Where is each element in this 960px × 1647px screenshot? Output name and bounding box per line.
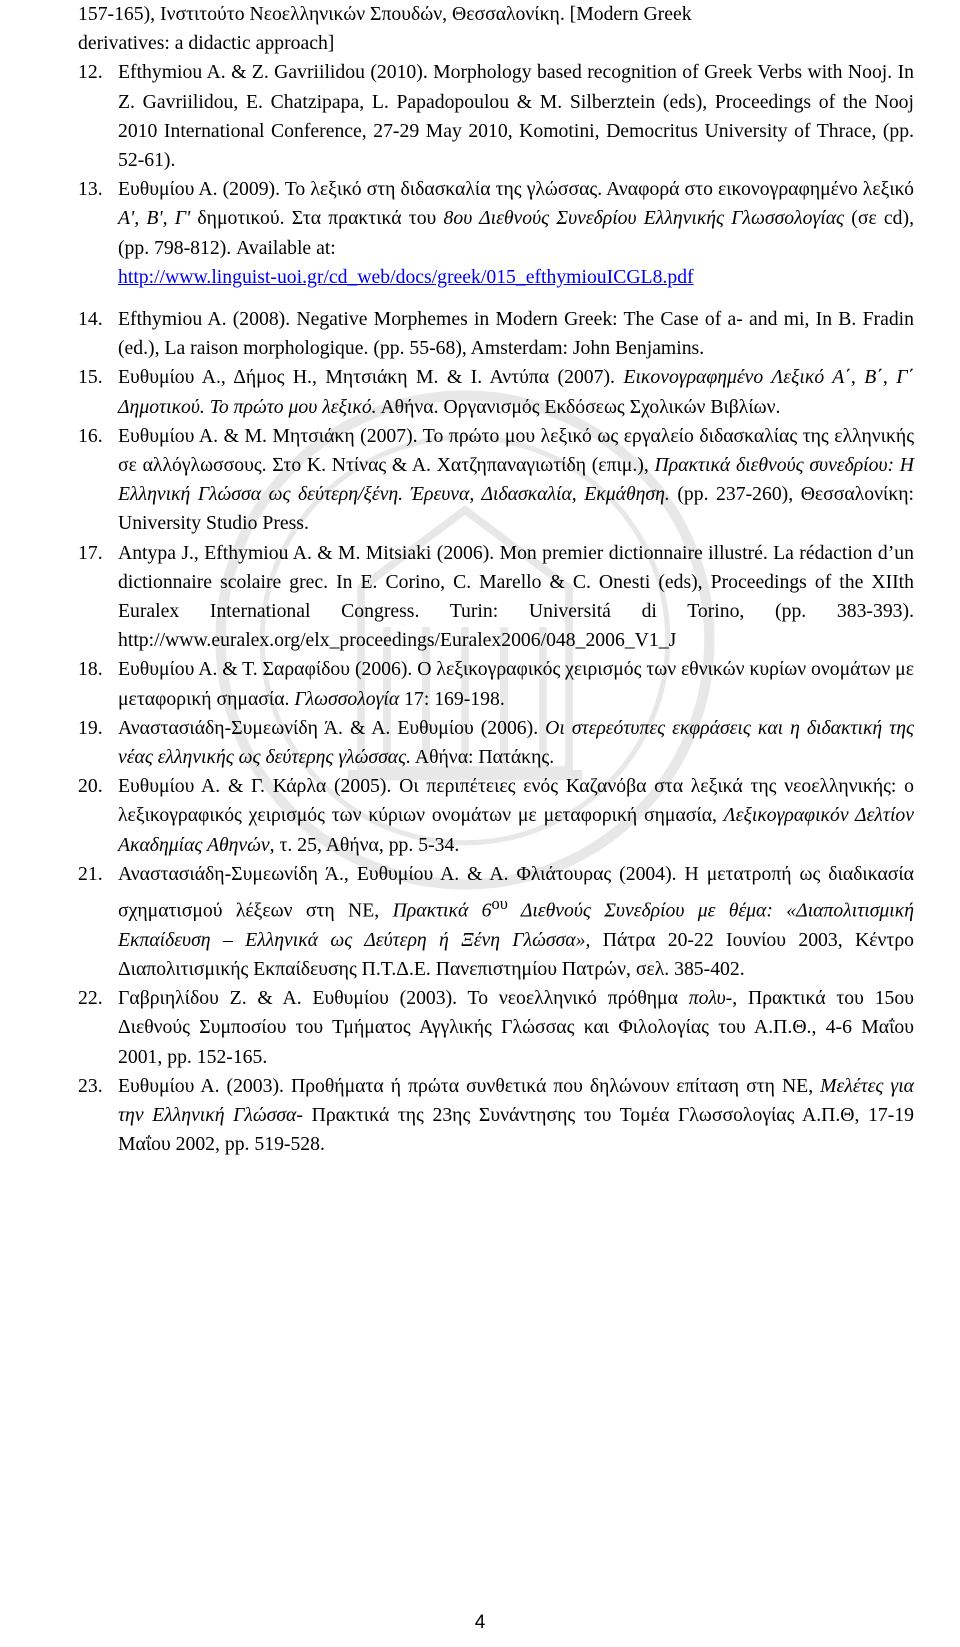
reference-item-17: 17. Antypa J., Efthymiou A. & M. Mitsiaki (2006). Mon premier dictionnaire illustré. La rédaction d’un dictionnaire scolaire grec. In E. Corino, C. Marello & C. Onesti (eds), Proceedings of the XIIth Euralex International Congress. Turin: Universitá di Torino, (pp. 383-393). http://www.euralex.org/elx_proceedings/Euralex2006/048_2006_V1_J	[78, 539, 914, 656]
reference-item-19: 19. Αναστασιάδη-Συμεωνίδη Ά. & Α. Ευθυμίου (2006). Οι στερεότυπες εκφράσεις και η διδακτική της νέας ελληνικής ως δεύτερης γλώσσας. Αθήνα: Πατάκης.	[78, 714, 914, 772]
reference-item-15: 15. Ευθυμίου Α., Δήμος Η., Μητσιάκη Μ. & Ι. Αντύπα (2007). Εικονογραφημένο Λεξικό Α΄, Β΄, Γ΄ Δημοτικού. Το πρώτο μου λεξικό. Αθήνα. Οργανισμός Εκδόσεως Σχολικών Βιβλίων.	[78, 363, 914, 421]
reference-number: 15.	[78, 366, 103, 389]
reference-item-23: 23. Ευθυμίου Α. (2003). Προθήματα ή πρώτα συνθετικά που δηλώνουν επίταση στη ΝΕ, Μελέτες για την Ελληνική Γλώσσα- Πρακτικά της 23ης Συνάντησης του Τομέα Γλωσσολογίας Α.Π.Θ, 17-19 Μαΐου 2002, pp. 519-528.	[78, 1072, 914, 1160]
reference-item-13: 13. Ευθυμίου Α. (2009). Το λεξικό στη διδασκαλία της γλώσσας. Αναφορά στο εικονογραφημένο λεξικό Α', Β', Γ' δημοτικού. Στα πρακτικά του 8ου Διεθνούς Συνεδρίου Ελληνικής Γλωσσολογίας (σε cd), (pp. 798-812). Available at: http://www.linguist-uoi.gr/cd_web/docs/greek/015_efthymiouICGL8.pdf	[78, 175, 914, 292]
page-number: 4	[474, 1612, 486, 1633]
reference-item-14: 14. Efthymiou A. (2008). Negative Morphemes in Modern Greek: The Case of a- and mi, In B. Fradin (ed.), La raison morphologique. (pp. 55-68), Amsterdam: John Benjamins.	[78, 305, 914, 363]
reference-item-22: 22. Γαβριηλίδου Ζ. & Α. Ευθυμίου (2003). Το νεοελληνικό πρόθημα πολυ-, Πρακτικά του 15ου Διεθνούς Συμποσίου του Τμήματος Αγγλικής Γλώσσας και Φιλολογίας του Α.Π.Θ., 4-6 Μαΐου 2001, pp. 152-165.	[78, 984, 914, 1072]
continuation-text: 157-165), Ινστιτούτο Νεοελληνικών Σπουδών, Θεσσαλονίκη. [Modern Greek derivatives: a didactic approach]	[78, 3, 692, 55]
reference-number: 23.	[78, 1074, 103, 1097]
reference-item-21: 21. Αναστασιάδη-Συμεωνίδη Ά., Ευθυμίου Α. & Α. Φλιάτουρας (2004). Η μετατροπή ως διαδικασία σχηματισμού λέξεων στη ΝΕ, Πρακτικά $6^{o\upsilon}$ Διεθνούς Συνεδρίου με θέμα: «Διαπολιτισμική Εκπαίδευση – Ελληνικά ως Δεύτερη ή Ξένη Γλώσσα», Πάτρα 20-22 Ιουνίου 2003, Κέντρο Διαπολιτισμικής Εκπαίδευσης Π.Τ.Δ.Ε. Πανεπιστημίου Πατρών, σελ. 385-402.	[78, 860, 914, 984]
reference-item-20: 20. Ευθυμίου Α. & Γ. Κάρλα (2005). Οι περιπέτειες ενός Καζανόβα στα λεξικά της νεοελληνικής: ο λεξικογραφικός χειρισμός των κύριων ονομάτων με μεταφορική σημασία, Λεξικογραφικόν Δελτίον Ακαδημίας Αθηνών, τ. 25, Αθήνα, pp. 5-34.	[78, 772, 914, 860]
reference-number: 21.	[78, 862, 103, 885]
reference-number: 12.	[78, 61, 103, 84]
reference-item-12: 12. Efthymiou A. & Z. Gavriilidou (2010). Morphology based recognition of Greek Verbs with Nooj. In Z. Gavriilidou, E. Chatzipapa, L. Papadopoulou & M. Silberztein (eds), Proceedings of the Nooj 2010 International Conference, 27-29 May 2010, Komotini, Democritus University of Thrace, (pp. 52-61).	[78, 58, 914, 175]
reference-number: 17.	[78, 541, 103, 564]
reference-link[interactable]: http://www.linguist-uoi.gr/cd_web/docs/greek/015_efthymiouICGL8.pdf	[118, 265, 694, 288]
reference-number: 19.	[78, 716, 103, 739]
reference-number: 16.	[78, 424, 103, 447]
reference-number: 18.	[78, 658, 103, 681]
reference-number: 22.	[78, 987, 103, 1010]
reference-item-18: 18. Ευθυμίου Α. & Τ. Σαραφίδου (2006). Ο λεξικογραφικός χειρισμός των εθνικών κυρίων ονομάτων με μεταφορική σημασία. Γλωσσολογία 17: 169-198.	[78, 655, 914, 713]
reference-number: 20.	[78, 775, 103, 798]
reference-number: 13.	[78, 178, 103, 201]
reference-number: 14.	[78, 308, 103, 331]
reference-item-16: 16. Ευθυμίου Α. & Μ. Μητσιάκη (2007). Το πρώτο μου λεξικό ως εργαλείο διδασκαλίας της ελληνικής σε αλλόγλωσσους. Στο Κ. Ντίνας & Α. Χατζηπαναγιωτίδη (επιμ.), Πρακτικά διεθνούς συνεδρίου: Η Ελληνική Γλώσσα ως δεύτερη/ξένη. Έρευνα, Διδασκαλία, Εκμάθηση. (pp. 237-260), Θεσσαλονίκη: University Studio Press.	[78, 422, 914, 539]
reference-list	[78, 58, 914, 1159]
document-page	[78, 0, 914, 1159]
